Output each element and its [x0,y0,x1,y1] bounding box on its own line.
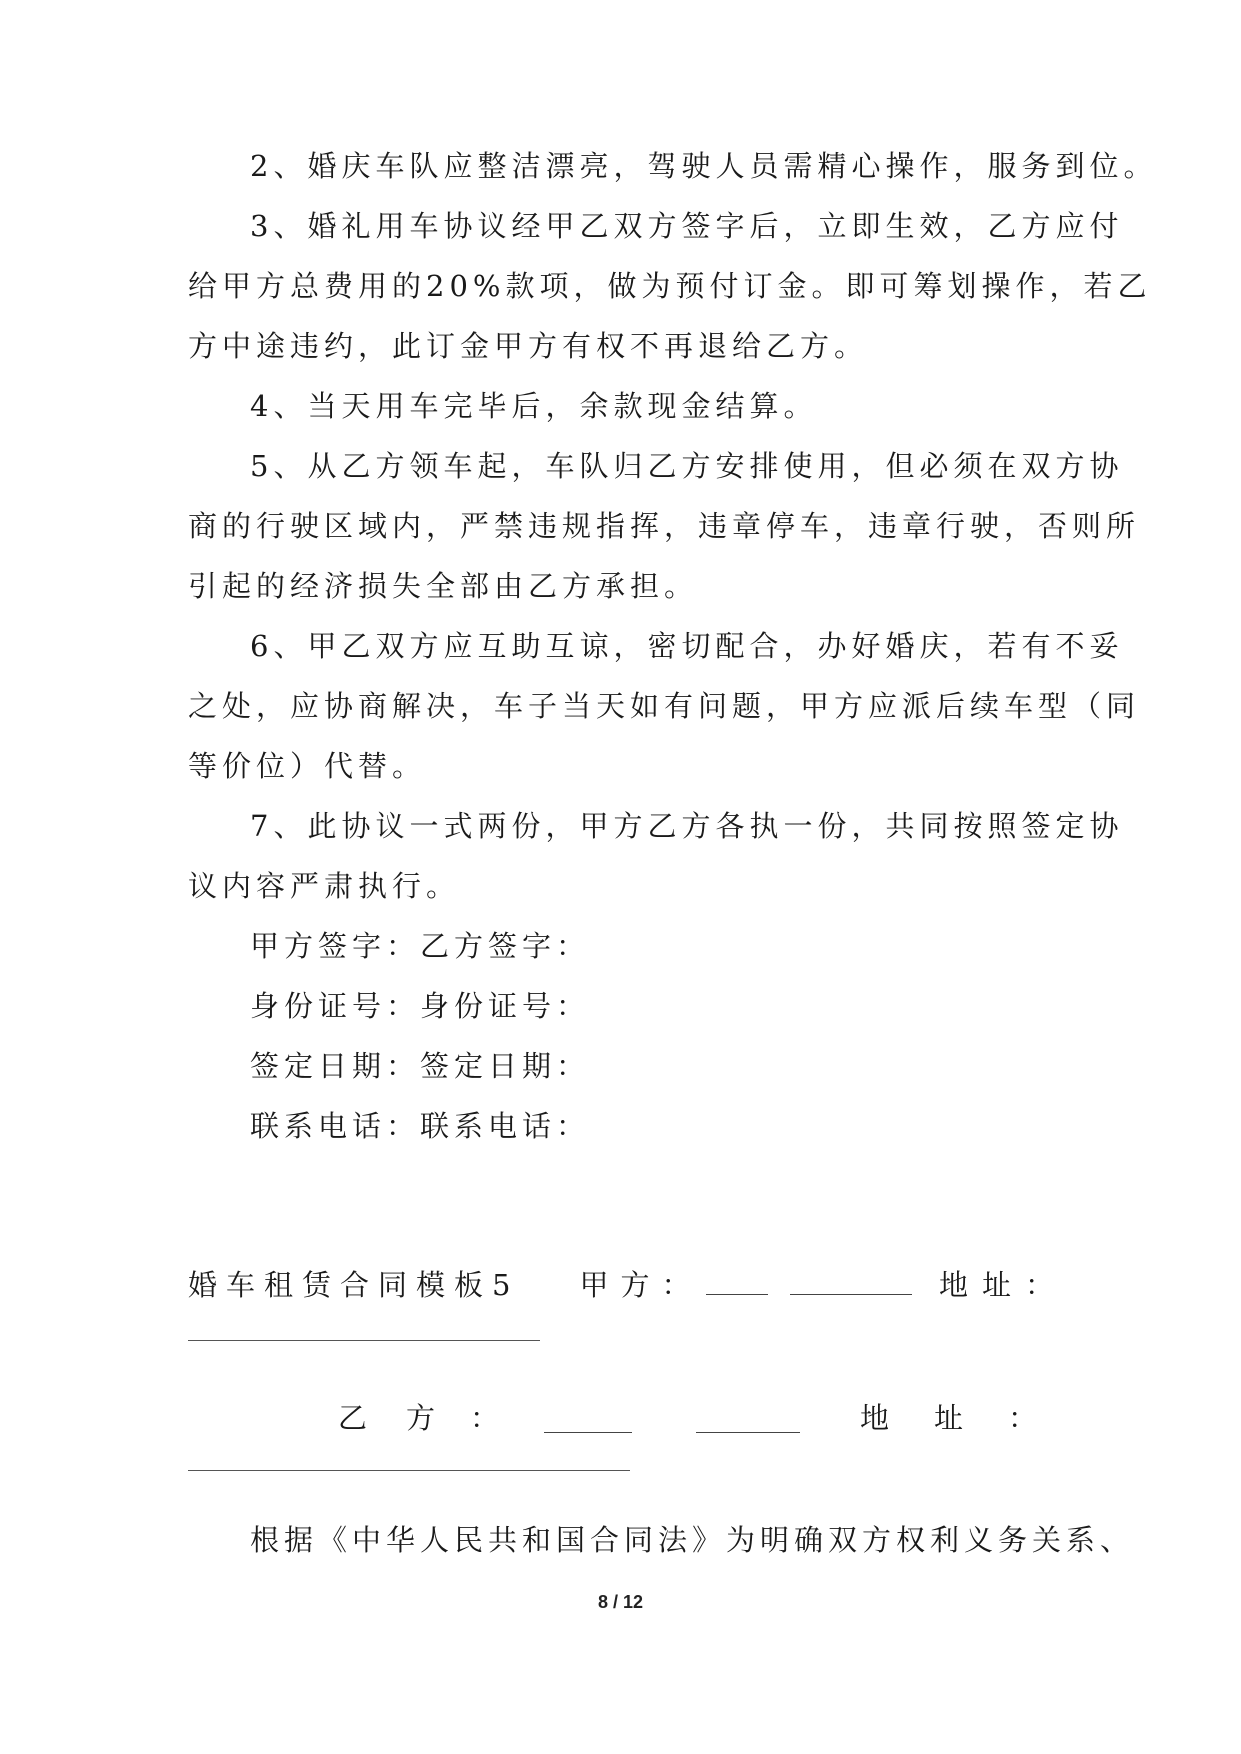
clause-3-line-1: 3、婚礼用车协议经甲乙双方签字后，立即生效，乙方应付 [250,209,1124,243]
party-b-address-colon: ： [1008,1401,1038,1435]
template-heading-row [188,1265,1068,1305]
party-b-char-fang: 方 [406,1401,436,1435]
party-a-blank-long [790,1268,912,1295]
party-b-blank-short [544,1406,632,1433]
signature-line: 甲方签字：乙方签字： [250,929,591,963]
party-a-address-blank [188,1340,540,1341]
clause-7-line-1: 7、此协议一式两份，甲方乙方各执一份，共同按照签定协 [250,809,1124,843]
clause-4-line-1: 4、当天用车完毕后，余款现金结算。 [250,389,818,423]
contact-phone-line: 联系电话：联系电话： [250,1109,591,1143]
clause-3-line-2: 给甲方总费用的20%款项，做为预付订金。即可筹划操作，若乙 [188,269,1152,303]
party-b-address-blank [188,1470,630,1471]
party-b-colon: ： [470,1401,500,1435]
party-a-address-label: 地址： [938,1268,1068,1302]
clause-6-line-3: 等价位）代替。 [188,749,427,783]
clause-5-line-2: 商的行驶区域内，严禁违规指挥，违章停车，违章行驶，否则所 [188,509,1141,543]
party-b-char-yi: 乙 [338,1401,368,1435]
party-b-address-char-di: 地 [860,1401,890,1435]
page-number: 8 / 12 [597,1592,644,1612]
clause-3-line-3: 方中途违约，此订金甲方有权不再退给乙方。 [188,329,869,363]
template-title: 婚车租赁合同模板5 [188,1268,520,1302]
clause-5-line-1: 5、从乙方领车起，车队归乙方安排使用，但必须在双方协 [250,449,1124,483]
party-a-label: 甲方： [579,1268,703,1302]
party-a-blank-short [706,1268,768,1295]
party-b-address-char-zhi: 址 [934,1401,964,1435]
clause-5-line-3: 引起的经济损失全部由乙方承担。 [188,569,699,603]
clause-7-line-2: 议内容严肃执行。 [188,869,461,903]
clause-6-line-1: 6、甲乙双方应互助互谅，密切配合，办好婚庆，若有不妥 [250,629,1124,663]
contract-law-line: 根据《中华人民共和国合同法》为明确双方权利义务关系、 [250,1523,1135,1557]
clause-2-line-1: 2、婚庆车队应整洁漂亮，驾驶人员需精心操作，服务到位。 [250,149,1158,183]
sign-date-line: 签定日期：签定日期： [250,1049,591,1083]
party-b-blank-long [696,1406,800,1433]
id-number-line: 身份证号：身份证号： [250,989,591,1023]
clause-6-line-2: 之处，应协商解决，车子当天如有问题，甲方应派后续车型（同 [188,689,1141,723]
